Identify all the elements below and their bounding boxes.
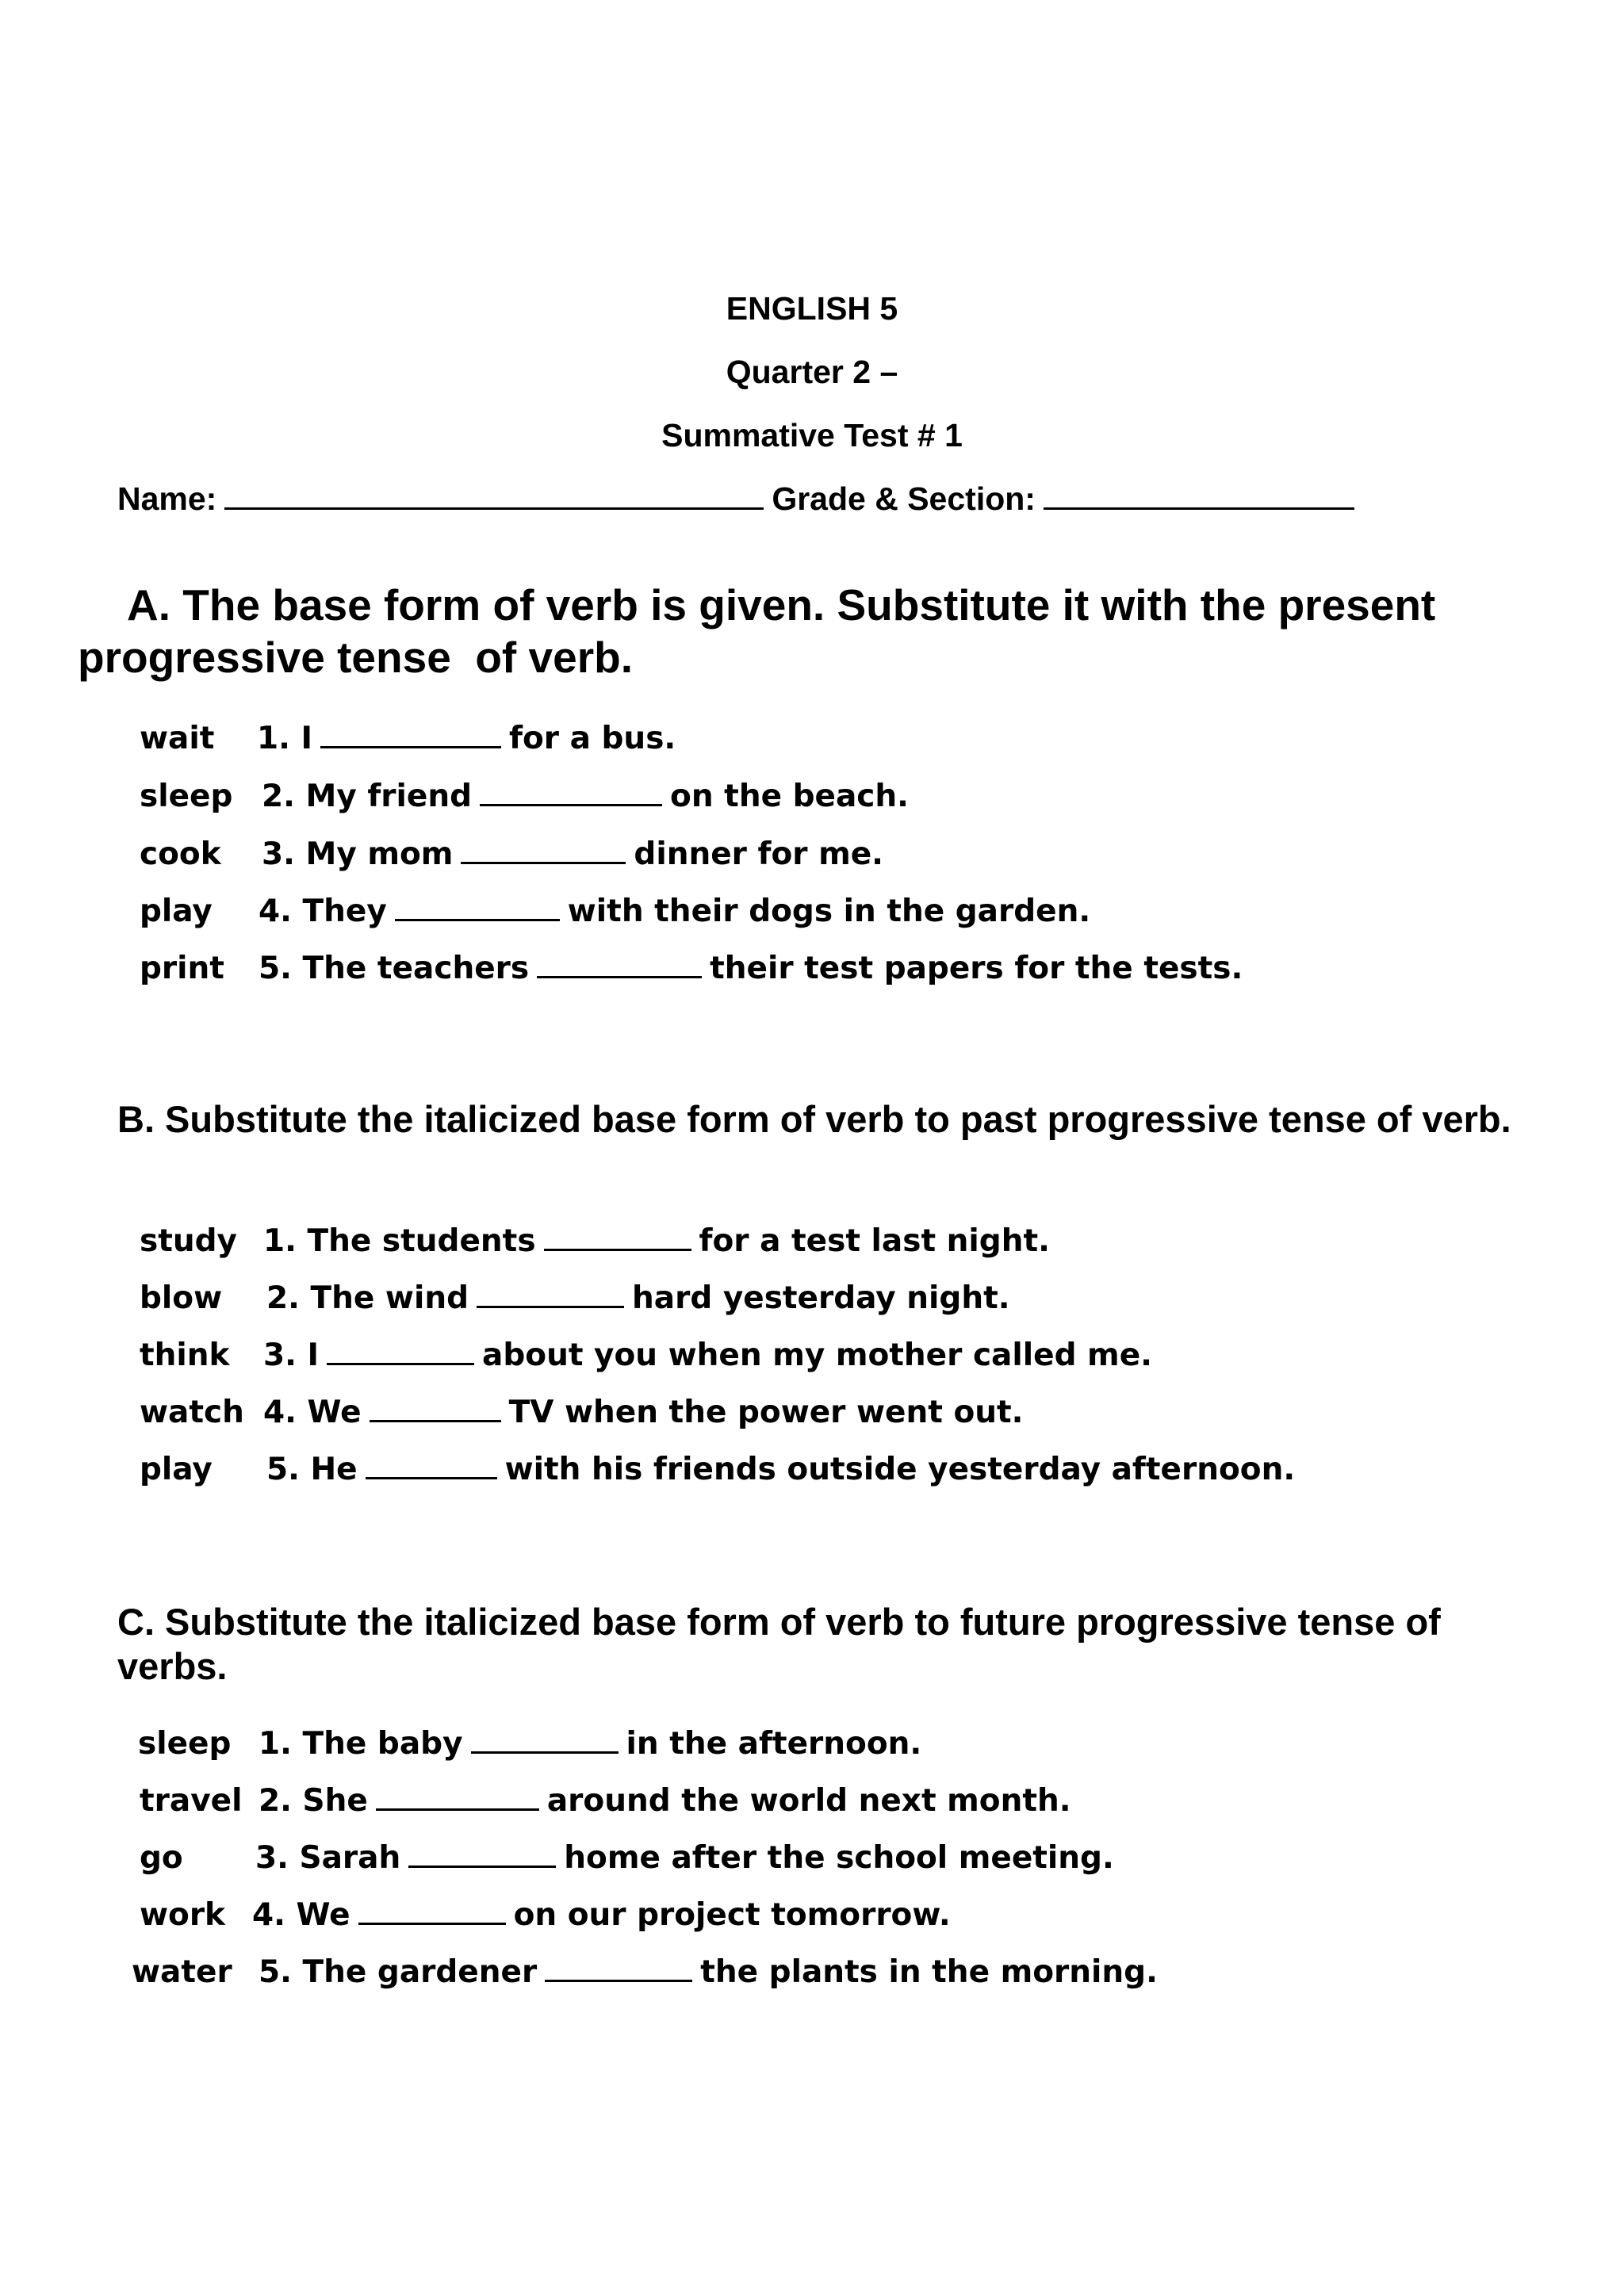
sentence-end: with their dogs in the garden.: [567, 894, 1091, 929]
answer-blank[interactable]: [471, 1724, 619, 1754]
base-verb: study: [140, 1223, 237, 1259]
base-verb: think: [140, 1337, 230, 1373]
base-verb: sleep: [138, 1726, 232, 1762]
section-a-instruction: A. The base form of verb is given. Substitute it with the present progressive tense of verb.: [78, 580, 1448, 682]
section-b-instruction: B. Substitute the italicized base form of verb to past progressive tense of verb.: [117, 1098, 1511, 1140]
base-verb: water: [132, 1954, 232, 1990]
section-b-item: [140, 1334, 1488, 1378]
quarter-title: Quarter 2 –: [726, 354, 898, 390]
section-a-item: [140, 890, 1488, 934]
section-c-item: [138, 1722, 1486, 1766]
sentence-end: on our project tomorrow.: [513, 1897, 951, 1933]
name-grade-line: [117, 479, 1545, 519]
sentence-start: 3. I: [263, 1337, 320, 1373]
sentence-end: in the afternoon.: [626, 1726, 922, 1762]
sentence-end: with his friends outside yesterday afternoon.: [504, 1452, 1296, 1487]
sentence-start: 1. I: [257, 721, 313, 756]
answer-blank[interactable]: [370, 1393, 501, 1422]
answer-blank[interactable]: [358, 1896, 506, 1925]
answer-blank[interactable]: [461, 835, 626, 864]
answer-blank[interactable]: [376, 1781, 539, 1811]
sentence-start: 3. My mom: [262, 836, 454, 872]
sentence-end: their test papers for the tests.: [710, 951, 1243, 986]
sentence-start: 5. The teachers: [259, 951, 530, 986]
sentence-start: 5. He: [266, 1452, 358, 1487]
base-verb: print: [140, 951, 224, 986]
section-a-item: [140, 947, 1488, 991]
sentence-start: 5. The gardener: [259, 1954, 538, 1990]
section-c-item: [140, 1779, 1488, 1823]
base-verb: play: [140, 1452, 213, 1487]
sentence-end: around the world next month.: [546, 1783, 1071, 1819]
sentence-start: 1. The students: [263, 1223, 536, 1259]
section-b-item: [140, 1219, 1488, 1264]
section-b-item: [140, 1391, 1488, 1435]
name-label: Name:: [117, 480, 217, 517]
sentence-start: 4. They: [259, 894, 387, 929]
answer-blank[interactable]: [480, 777, 662, 806]
sentence-end: about you when my mother called me.: [482, 1337, 1152, 1373]
section-b-item: [140, 1448, 1488, 1492]
section-c-item: [140, 1836, 1488, 1881]
sentence-start: 2. My friend: [262, 779, 473, 814]
sentence-end: on the beach.: [670, 779, 910, 814]
sentence-start: 3. Sarah: [255, 1840, 401, 1876]
sentence-end: home after the school meeting.: [564, 1840, 1114, 1876]
sentence-end: TV when the power went out.: [508, 1395, 1024, 1430]
sentence-start: 2. She: [259, 1783, 368, 1819]
grade-section-blank[interactable]: [1044, 479, 1354, 510]
base-verb: cook: [140, 836, 221, 872]
base-verb: wait: [140, 721, 215, 756]
answer-blank[interactable]: [537, 949, 702, 978]
base-verb: sleep: [140, 779, 233, 814]
grade-section-label: Grade & Section:: [772, 480, 1036, 517]
sentence-end: for a bus.: [509, 721, 676, 756]
answer-blank[interactable]: [366, 1450, 497, 1479]
sentence-start: 1. The baby: [259, 1726, 463, 1762]
base-verb: watch: [140, 1395, 244, 1430]
answer-blank[interactable]: [544, 1222, 691, 1251]
section-a-item: [140, 832, 1488, 877]
sentence-end: for a test last night.: [699, 1223, 1050, 1259]
sentence-end: dinner for me.: [634, 836, 883, 872]
name-blank[interactable]: [224, 479, 764, 510]
section-b-item: [140, 1276, 1488, 1321]
answer-blank[interactable]: [395, 892, 560, 921]
answer-blank[interactable]: [327, 1336, 474, 1365]
sentence-start: 2. The wind: [266, 1280, 469, 1316]
sentence-end: hard yesterday night.: [632, 1280, 1010, 1316]
section-c-item: [140, 1893, 1488, 1938]
base-verb: travel: [140, 1783, 243, 1819]
answer-blank[interactable]: [545, 1953, 692, 1982]
base-verb: blow: [140, 1280, 223, 1316]
subject-title: ENGLISH 5: [726, 290, 898, 327]
section-a-item: [140, 775, 1488, 819]
base-verb: go: [140, 1840, 183, 1876]
base-verb: play: [140, 894, 213, 929]
sentence-end: the plants in the morning.: [700, 1954, 1158, 1990]
sentence-start: 4. We: [252, 1897, 350, 1933]
section-c-instruction: C. Substitute the italicized base form of verb to future progressive tense of verbs.: [117, 1601, 1451, 1687]
answer-blank[interactable]: [408, 1839, 556, 1868]
answer-blank[interactable]: [320, 719, 501, 748]
test-title: Summative Test # 1: [661, 417, 963, 453]
base-verb: work: [140, 1897, 225, 1933]
answer-blank[interactable]: [477, 1279, 624, 1308]
section-a-item: [140, 717, 1488, 761]
sentence-start: 4. We: [263, 1395, 362, 1430]
section-c-item: [132, 1950, 1480, 1995]
